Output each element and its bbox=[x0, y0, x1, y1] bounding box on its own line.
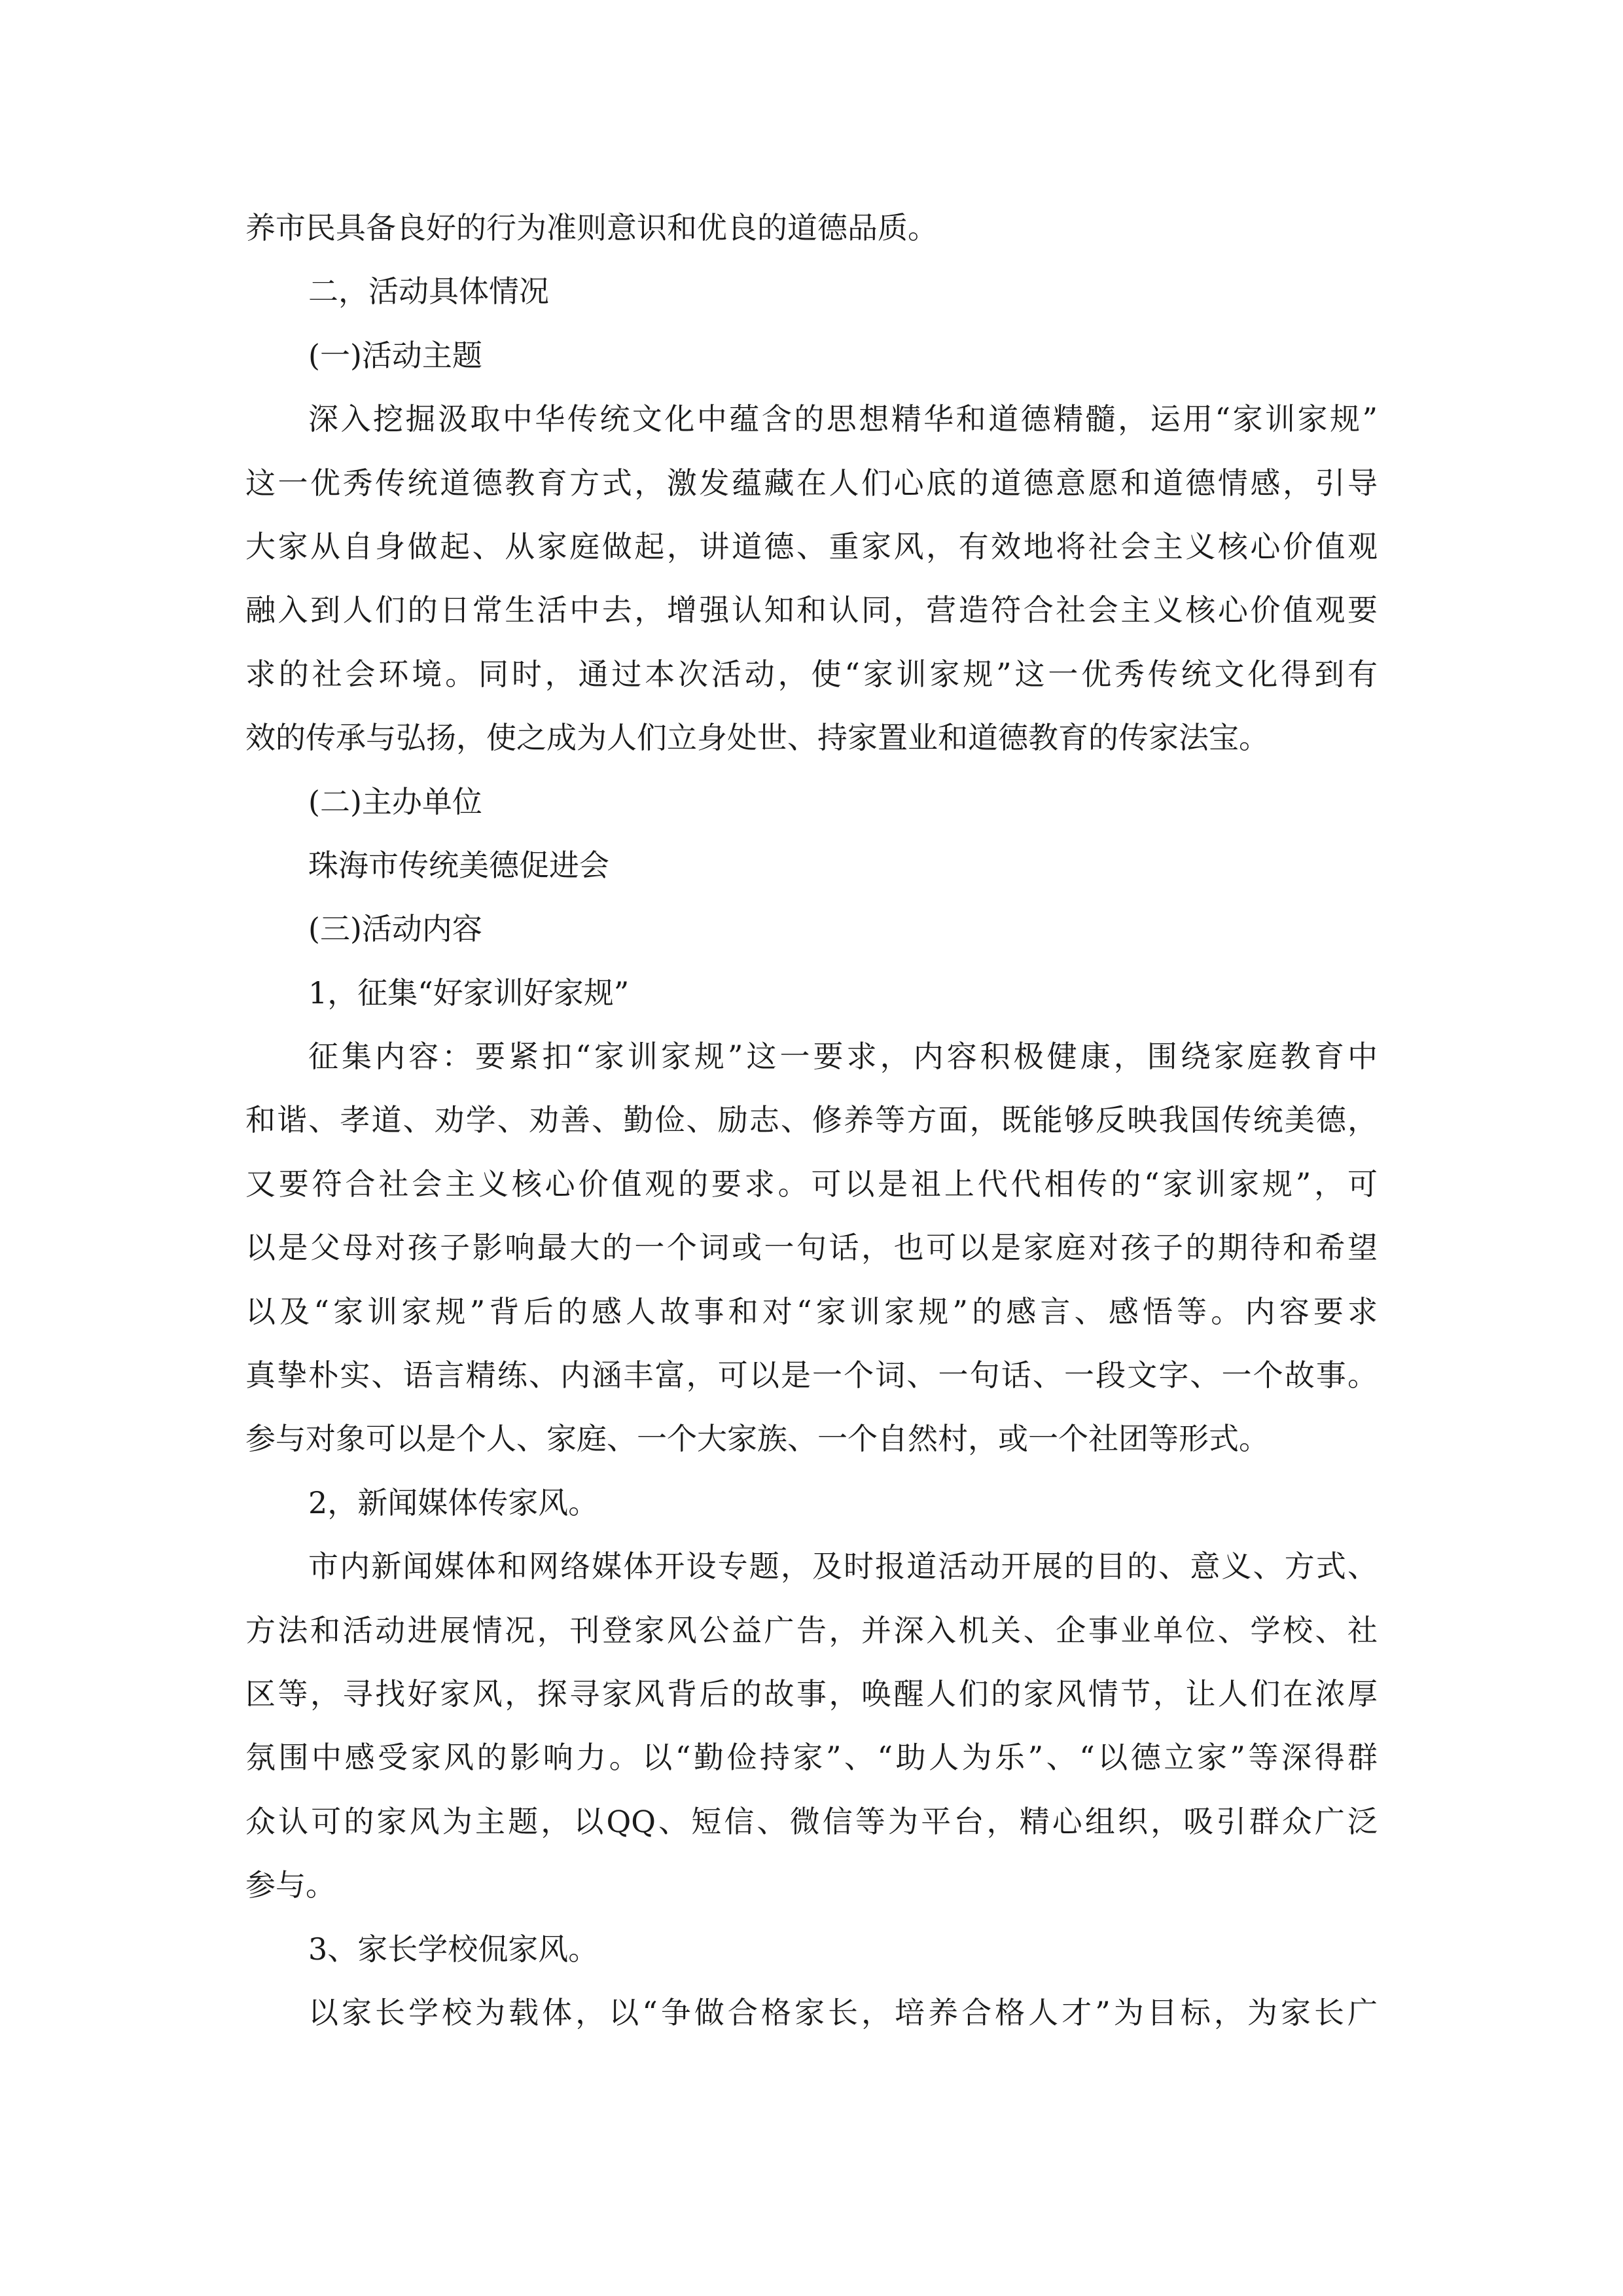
text-line: 深入挖掘汲取中华传统文化中蕴含的思想精华和道德精髓，运用“家训家规” bbox=[308, 401, 1378, 437]
text-line: 1，征集“好家训好家规” bbox=[308, 975, 630, 1011]
text-line: 参与对象可以是个人、家庭、一个大家族、一个自然村，或一个社团等形式。 bbox=[245, 1421, 1269, 1457]
text-line: 二，活动具体情况 bbox=[308, 274, 549, 310]
text-line: 3、家长学校侃家风。 bbox=[308, 1931, 599, 1967]
text-line: 众认可的家风为主题，以QQ、短信、微信等为平台，精心组织，吸引群众广泛 bbox=[245, 1803, 1378, 1839]
text-line: 以是父母对孩子影响最大的一个词或一句话，也可以是家庭对孩子的期待和希望 bbox=[245, 1230, 1378, 1266]
text-line: 参与。 bbox=[245, 1867, 336, 1903]
document-body bbox=[245, 196, 1378, 2045]
text-line: 养市民具备良好的行为准则意识和优良的道德品质。 bbox=[245, 210, 938, 245]
text-line: (三)活动内容 bbox=[308, 911, 482, 947]
text-line: 以及“家训家规”背后的感人故事和对“家训家规”的感言、感悟等。内容要求 bbox=[245, 1293, 1378, 1329]
text-line: 2，新闻媒体传家风。 bbox=[308, 1484, 599, 1520]
text-line: (一)活动主题 bbox=[308, 337, 482, 373]
text-line: 求的社会环境。同时，通过本次活动，使“家训家规”这一优秀传统文化得到有 bbox=[245, 656, 1378, 692]
text-line: 效的传承与弘扬，使之成为人们立身处世、持家置业和道德教育的传家法宝。 bbox=[245, 720, 1269, 756]
text-line: 氛围中感受家风的影响力。以“勤俭持家”、“助人为乐”、“以德立家”等深得群 bbox=[245, 1740, 1378, 1776]
text-line: 大家从自身做起、从家庭做起，讲道德、重家风，有效地将社会主义核心价值观 bbox=[245, 528, 1378, 564]
text-line: 征集内容：要紧扣“家训家规”这一要求，内容积极健康，围绕家庭教育中 bbox=[308, 1039, 1378, 1075]
text-line: 珠海市传统美德促进会 bbox=[308, 847, 609, 883]
text-line: 这一优秀传统道德教育方式，激发蕴藏在人们心底的道德意愿和道德情感，引导 bbox=[245, 465, 1378, 501]
text-line: 区等，寻找好家风，探寻家风背后的故事，唤醒人们的家风情节，让人们在浓厚 bbox=[245, 1676, 1378, 1712]
text-line: 真挚朴实、语言精练、内涵丰富，可以是一个词、一句话、一段文字、一个故事。 bbox=[245, 1357, 1378, 1393]
text-line: 以家长学校为载体，以“争做合格家长，培养合格人才”为目标，为家长广 bbox=[308, 1994, 1378, 2030]
text-line: 融入到人们的日常生活中去，增强认知和认同，营造符合社会主义核心价值观要 bbox=[245, 592, 1378, 628]
text-line: 又要符合社会主义核心价值观的要求。可以是祖上代代相传的“家训家规”，可 bbox=[245, 1166, 1378, 1202]
text-line: 和谐、孝道、劝学、劝善、勤俭、励志、修养等方面，既能够反映我国传统美德， bbox=[245, 1102, 1378, 1138]
text-line: 方法和活动进展情况，刊登家风公益广告，并深入机关、企事业单位、学校、社 bbox=[245, 1612, 1378, 1648]
text-line: (二)主办单位 bbox=[308, 783, 482, 819]
text-line: 市内新闻媒体和网络媒体开设专题，及时报道活动开展的目的、意义、方式、 bbox=[308, 1549, 1378, 1585]
